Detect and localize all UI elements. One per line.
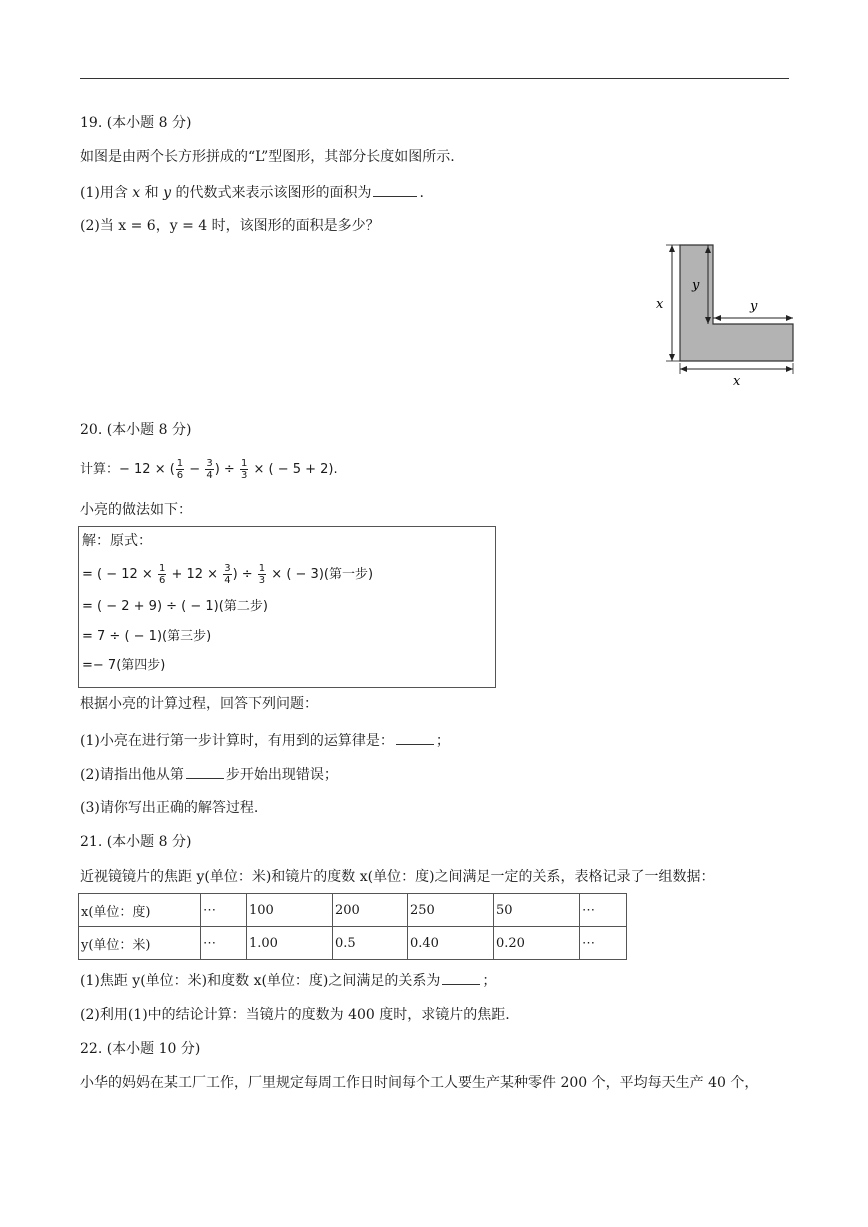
q22-header: 22. (本小题 10 分) [80,1041,201,1057]
text-span: 的代数式来表示该图形的面积为 [171,185,372,201]
answer-blank[interactable] [396,730,434,745]
table-cell: 0.40 [408,927,494,960]
table-cell: 250 [408,894,494,927]
label-y-inner: y [692,278,700,293]
text-span: × ( − 3)(第一步) [267,567,374,582]
answer-blank[interactable] [373,182,417,197]
table-cell: 0.20 [494,927,580,960]
table-cell: 0.5 [333,927,408,960]
q19-part2: (2)当 x = 6，y = 4 时，该图形的面积是多少？ [80,218,380,234]
table-cell: ⋯ [580,894,627,927]
table-cell: 100 [247,894,333,927]
q21-part2: (2)利用(1)中的结论计算：当镜片的度数为 400 度时，求镜片的焦距. [80,1007,510,1023]
table-row [79,894,627,927]
l-shape [680,245,793,361]
fraction: $\frac{3}{4}$ [224,563,231,586]
var-y: y [163,185,172,201]
label-x-bottom: x [733,374,741,389]
table-cell: 200 [333,894,408,927]
solution-title: 解：原式： [82,533,152,549]
table-cell: ⋯ [201,927,247,960]
text-span: . [419,185,424,201]
label-y-right: y [750,299,758,314]
solution-step2: = ( − 2 + 9) ÷ ( − 1)(第二步) [82,599,268,614]
l-shape-figure [650,240,810,390]
data-table [78,893,627,960]
fraction: $\frac{1}{6}$ [176,458,184,481]
q20-part3: (3)请你写出正确的解答过程. [80,800,259,816]
var-x: x [132,185,141,201]
table-cell: y(单位：米) [79,927,201,960]
table-cell: ⋯ [580,927,627,960]
q19-part1 [80,182,424,203]
text-span: ) ÷ [232,567,257,582]
q21-intro: 近视镜镜片的焦距 y(单位：米)和镜片的度数 x(单位：度)之间满足一定的关系，表格记录了一组数据： [80,869,715,885]
solution-box [78,526,496,688]
fraction: $\frac{3}{4}$ [206,458,213,481]
answer-blank[interactable] [442,970,480,985]
solution-step4: =− 7(第四步) [82,658,166,673]
table-row [79,927,627,960]
q19-header: 19. (本小题 8 分) [80,115,192,131]
q21-header: 21. (本小题 8 分) [80,834,192,850]
text-span: ) ÷ [214,462,239,477]
text-span: (1)焦距 y(单位：米)和度数 x(单位：度)之间满足的关系为 [80,973,441,989]
solution-step3: = 7 ÷ ( − 1)(第三步) [82,629,212,644]
q20-part1 [80,730,450,751]
table-cell: ⋯ [201,894,247,927]
q20-header: 20. (本小题 8 分) [80,422,192,438]
answer-blank[interactable] [186,764,224,779]
text-span: 步开始出现错误； [225,767,338,783]
label-x-left: x [656,297,664,312]
text-span: ； [482,973,497,989]
fraction: $\frac{1}{3}$ [240,458,248,481]
text-span: 和 [140,185,164,201]
q20-lead: 小亮的做法如下： [80,502,192,518]
solution-step1 [82,563,373,586]
text-span: ； [435,733,450,749]
q21-part1 [80,970,496,991]
header-rule [80,78,789,79]
fraction: $\frac{1}{6}$ [158,563,166,586]
text-span: × ( − 5 + 2). [249,462,338,477]
table-cell: 1.00 [247,927,333,960]
text-span: (1)小亮在进行第一步计算时，有用到的运算律是： [80,733,394,749]
table-cell: x(单位：度) [79,894,201,927]
text-span: + 12 × [167,567,223,582]
fraction: $\frac{1}{3}$ [258,563,266,586]
text-span: (2)请指出他从第 [80,767,184,783]
q20-part2 [80,764,338,785]
q20-after: 根据小亮的计算过程，回答下列问题： [80,696,318,712]
text-span: (1)用含 [80,185,133,201]
text-span: 计算：− 12 × ( [80,462,175,477]
q22-intro: 小华的妈妈在某工厂工作，厂里规定每周工作日时间每个工人要生产某种零件 200 个，平均每天生产 40 个， [80,1075,759,1091]
table-cell: 50 [494,894,580,927]
text-span: − [185,462,205,477]
q19-intro: 如图是由两个长方形拼成的“L”型图形，其部分长度如图所示. [80,149,455,165]
text-span: = ( − 12 × [82,567,157,582]
q20-calc [80,458,338,481]
